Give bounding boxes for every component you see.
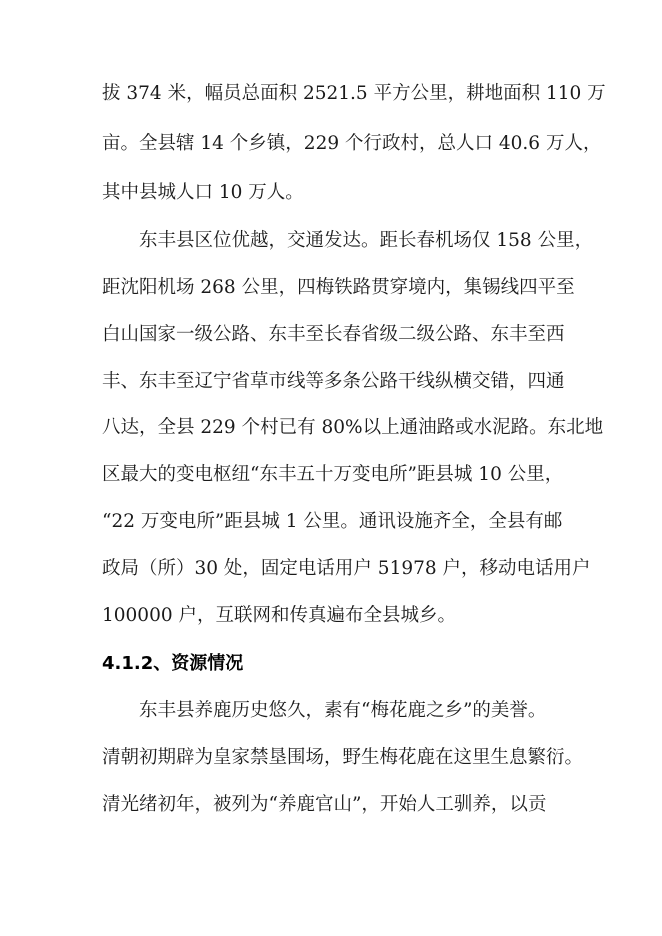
paragraph-2-line-9: 100000 户，互联网和传真遍布全县城乡。 xyxy=(102,605,457,626)
paragraph-3-line-2: 清朝初期辟为皇家禁垦围场，野生梅花鹿在这里生息繁衍。 xyxy=(102,747,584,768)
paragraph-2-line-7: “22 万变电所”距县城 1 公里。通讯设施齐全，全县有邮 xyxy=(102,511,563,532)
paragraph-2-line-1: 东丰县区位优越，交通发达。距长春机场仅 158 公里， xyxy=(139,230,594,251)
paragraph-2-line-6: 区最大的变电枢纽“东丰五十万变电所”距县城 10 公里， xyxy=(102,464,564,485)
paragraph-1-line-1: 拔 374 米，幅员总面积 2521.5 平方公里，耕地面积 110 万 xyxy=(102,83,606,104)
section-heading: 4.1.2、资源情况 xyxy=(102,653,244,674)
paragraph-2-line-5: 八达，全县 229 个村已有 80%以上通油路或水泥路。东北地 xyxy=(102,417,604,438)
paragraph-3-line-1: 东丰县养鹿历史悠久，素有“梅花鹿之乡”的美誉。 xyxy=(139,700,547,721)
paragraph-1-line-3: 其中县城人口 10 万人。 xyxy=(102,182,304,203)
paragraph-2-line-2: 距沈阳机场 268 公里，四梅铁路贯穿境内，集锡线四平至 xyxy=(102,277,575,298)
paragraph-1-line-2: 亩。全县辖 14 个乡镇，229 个行政村，总人口 40.6 万人， xyxy=(102,133,602,154)
paragraph-2-line-3: 白山国家一级公路、东丰至长春省级二级公路、东丰至西 xyxy=(102,324,565,345)
paragraph-2-line-4: 丰、东丰至辽宁省草市线等多条公路干线纵横交错，四通 xyxy=(102,371,565,392)
paragraph-3-line-3: 清光绪初年，被列为“养鹿官山”，开始人工驯养，以贡 xyxy=(102,794,547,815)
paragraph-2-line-8: 政局（所）30 处，固定电话用户 51978 户，移动电话用户 xyxy=(102,558,591,579)
